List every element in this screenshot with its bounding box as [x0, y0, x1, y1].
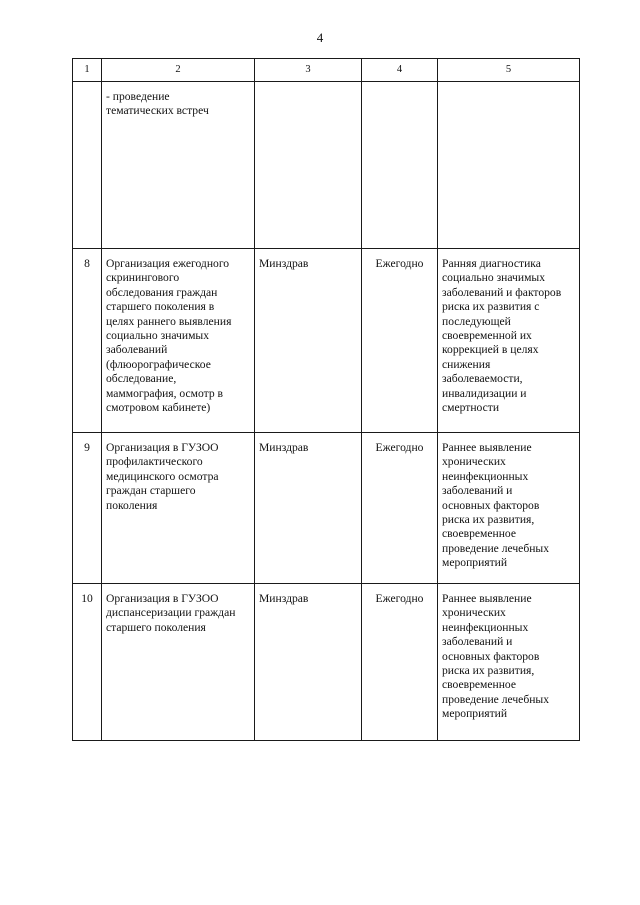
column-number-3: 3 — [255, 59, 362, 82]
result-line: Раннее выявление — [442, 441, 532, 454]
result-line: риска их развития с — [442, 300, 540, 314]
executor-cell: Минздрав — [255, 433, 362, 584]
measure-cell — [102, 82, 255, 249]
measure-line: - проведение — [106, 90, 170, 103]
result-line: последующей — [442, 314, 511, 328]
executor-cell — [255, 82, 362, 249]
row-number-cell: 9 — [73, 433, 102, 584]
measure-line: профилактического — [106, 455, 203, 469]
measure-line: граждан старшего — [106, 484, 196, 498]
measure-line: социально значимых — [106, 329, 209, 343]
result-line: заболеваемости, — [442, 372, 523, 386]
result-line: мероприятий — [442, 707, 508, 721]
result-line: проведение лечебных — [442, 541, 550, 555]
deadline-cell: Ежегодно — [362, 433, 438, 584]
table-row — [73, 433, 580, 584]
measures-table — [72, 58, 580, 741]
column-number-5: 5 — [438, 59, 580, 82]
page-number: 4 — [316, 30, 324, 45]
result-line: своевременное — [442, 527, 517, 541]
result-line: социально значимых — [442, 271, 545, 285]
result-line: проведение лечебных — [442, 692, 550, 706]
measure-line: тематических встреч — [106, 104, 209, 118]
result-cell — [438, 82, 580, 249]
column-number-4: 4 — [362, 59, 438, 82]
table-row — [73, 249, 580, 433]
measure-line: обследование, — [106, 372, 177, 386]
deadline-cell: Ежегодно — [362, 584, 438, 741]
result-line: мероприятий — [442, 556, 508, 570]
result-line: инвалидизации и — [442, 386, 527, 400]
measure-line: маммография, осмотр в — [106, 386, 224, 400]
measure-line: Организация ежегодного — [106, 257, 230, 270]
executor-cell: Минздрав — [255, 249, 362, 433]
result-line: снижения — [442, 357, 491, 371]
result-cell — [438, 249, 580, 433]
deadline-cell — [362, 82, 438, 249]
column-number-1: 1 — [73, 59, 102, 82]
result-line: своевременное — [442, 678, 517, 692]
result-line: хронических — [442, 606, 506, 620]
table-row — [73, 82, 580, 249]
result-line: заболеваний и факторов — [442, 285, 562, 299]
result-line: заболеваний и — [442, 635, 513, 649]
result-line: основных факторов — [442, 649, 540, 663]
result-line: коррекцией в целях — [442, 343, 539, 357]
table-row — [73, 584, 580, 741]
row-number-cell: 10 — [73, 584, 102, 741]
result-line: Раннее выявление — [442, 592, 532, 605]
result-line: риска их развития, — [442, 513, 535, 527]
measure-cell — [102, 584, 255, 741]
deadline-cell: Ежегодно — [362, 249, 438, 433]
result-line: неинфекционных — [442, 620, 529, 634]
measure-line: медицинского осмотра — [106, 469, 219, 483]
measure-line: старшего поколения в — [106, 300, 215, 314]
result-line: основных факторов — [442, 498, 540, 512]
measure-line: обследования граждан — [106, 285, 218, 299]
measure-line: поколения — [106, 498, 158, 512]
measure-line: целях раннего выявления — [106, 314, 232, 328]
measure-cell — [102, 249, 255, 433]
measure-line: заболеваний — [106, 343, 168, 357]
measure-line: Организация в ГУЗОО — [106, 592, 219, 605]
result-line: смертности — [442, 401, 500, 415]
executor-cell: Минздрав — [255, 584, 362, 741]
measure-line: Организация в ГУЗОО — [106, 441, 219, 454]
measure-line: диспансеризации граждан — [106, 606, 236, 620]
result-line: неинфекционных — [442, 469, 529, 483]
result-line: заболеваний и — [442, 484, 513, 498]
row-number-cell — [73, 82, 102, 249]
measure-line: скринингового — [106, 271, 180, 285]
result-line: Ранняя диагностика — [442, 257, 541, 270]
result-cell — [438, 433, 580, 584]
result-line: хронических — [442, 455, 506, 469]
table-header-row — [73, 59, 580, 82]
row-number-cell: 8 — [73, 249, 102, 433]
result-line: своевременной их — [442, 329, 532, 343]
measure-line: (флюорографическое — [106, 357, 211, 371]
result-cell — [438, 584, 580, 741]
column-number-2: 2 — [102, 59, 255, 82]
result-line: риска их развития, — [442, 664, 535, 678]
measure-line: смотровом кабинете) — [106, 401, 211, 415]
measure-cell — [102, 433, 255, 584]
measure-line: старшего поколения — [106, 620, 206, 634]
